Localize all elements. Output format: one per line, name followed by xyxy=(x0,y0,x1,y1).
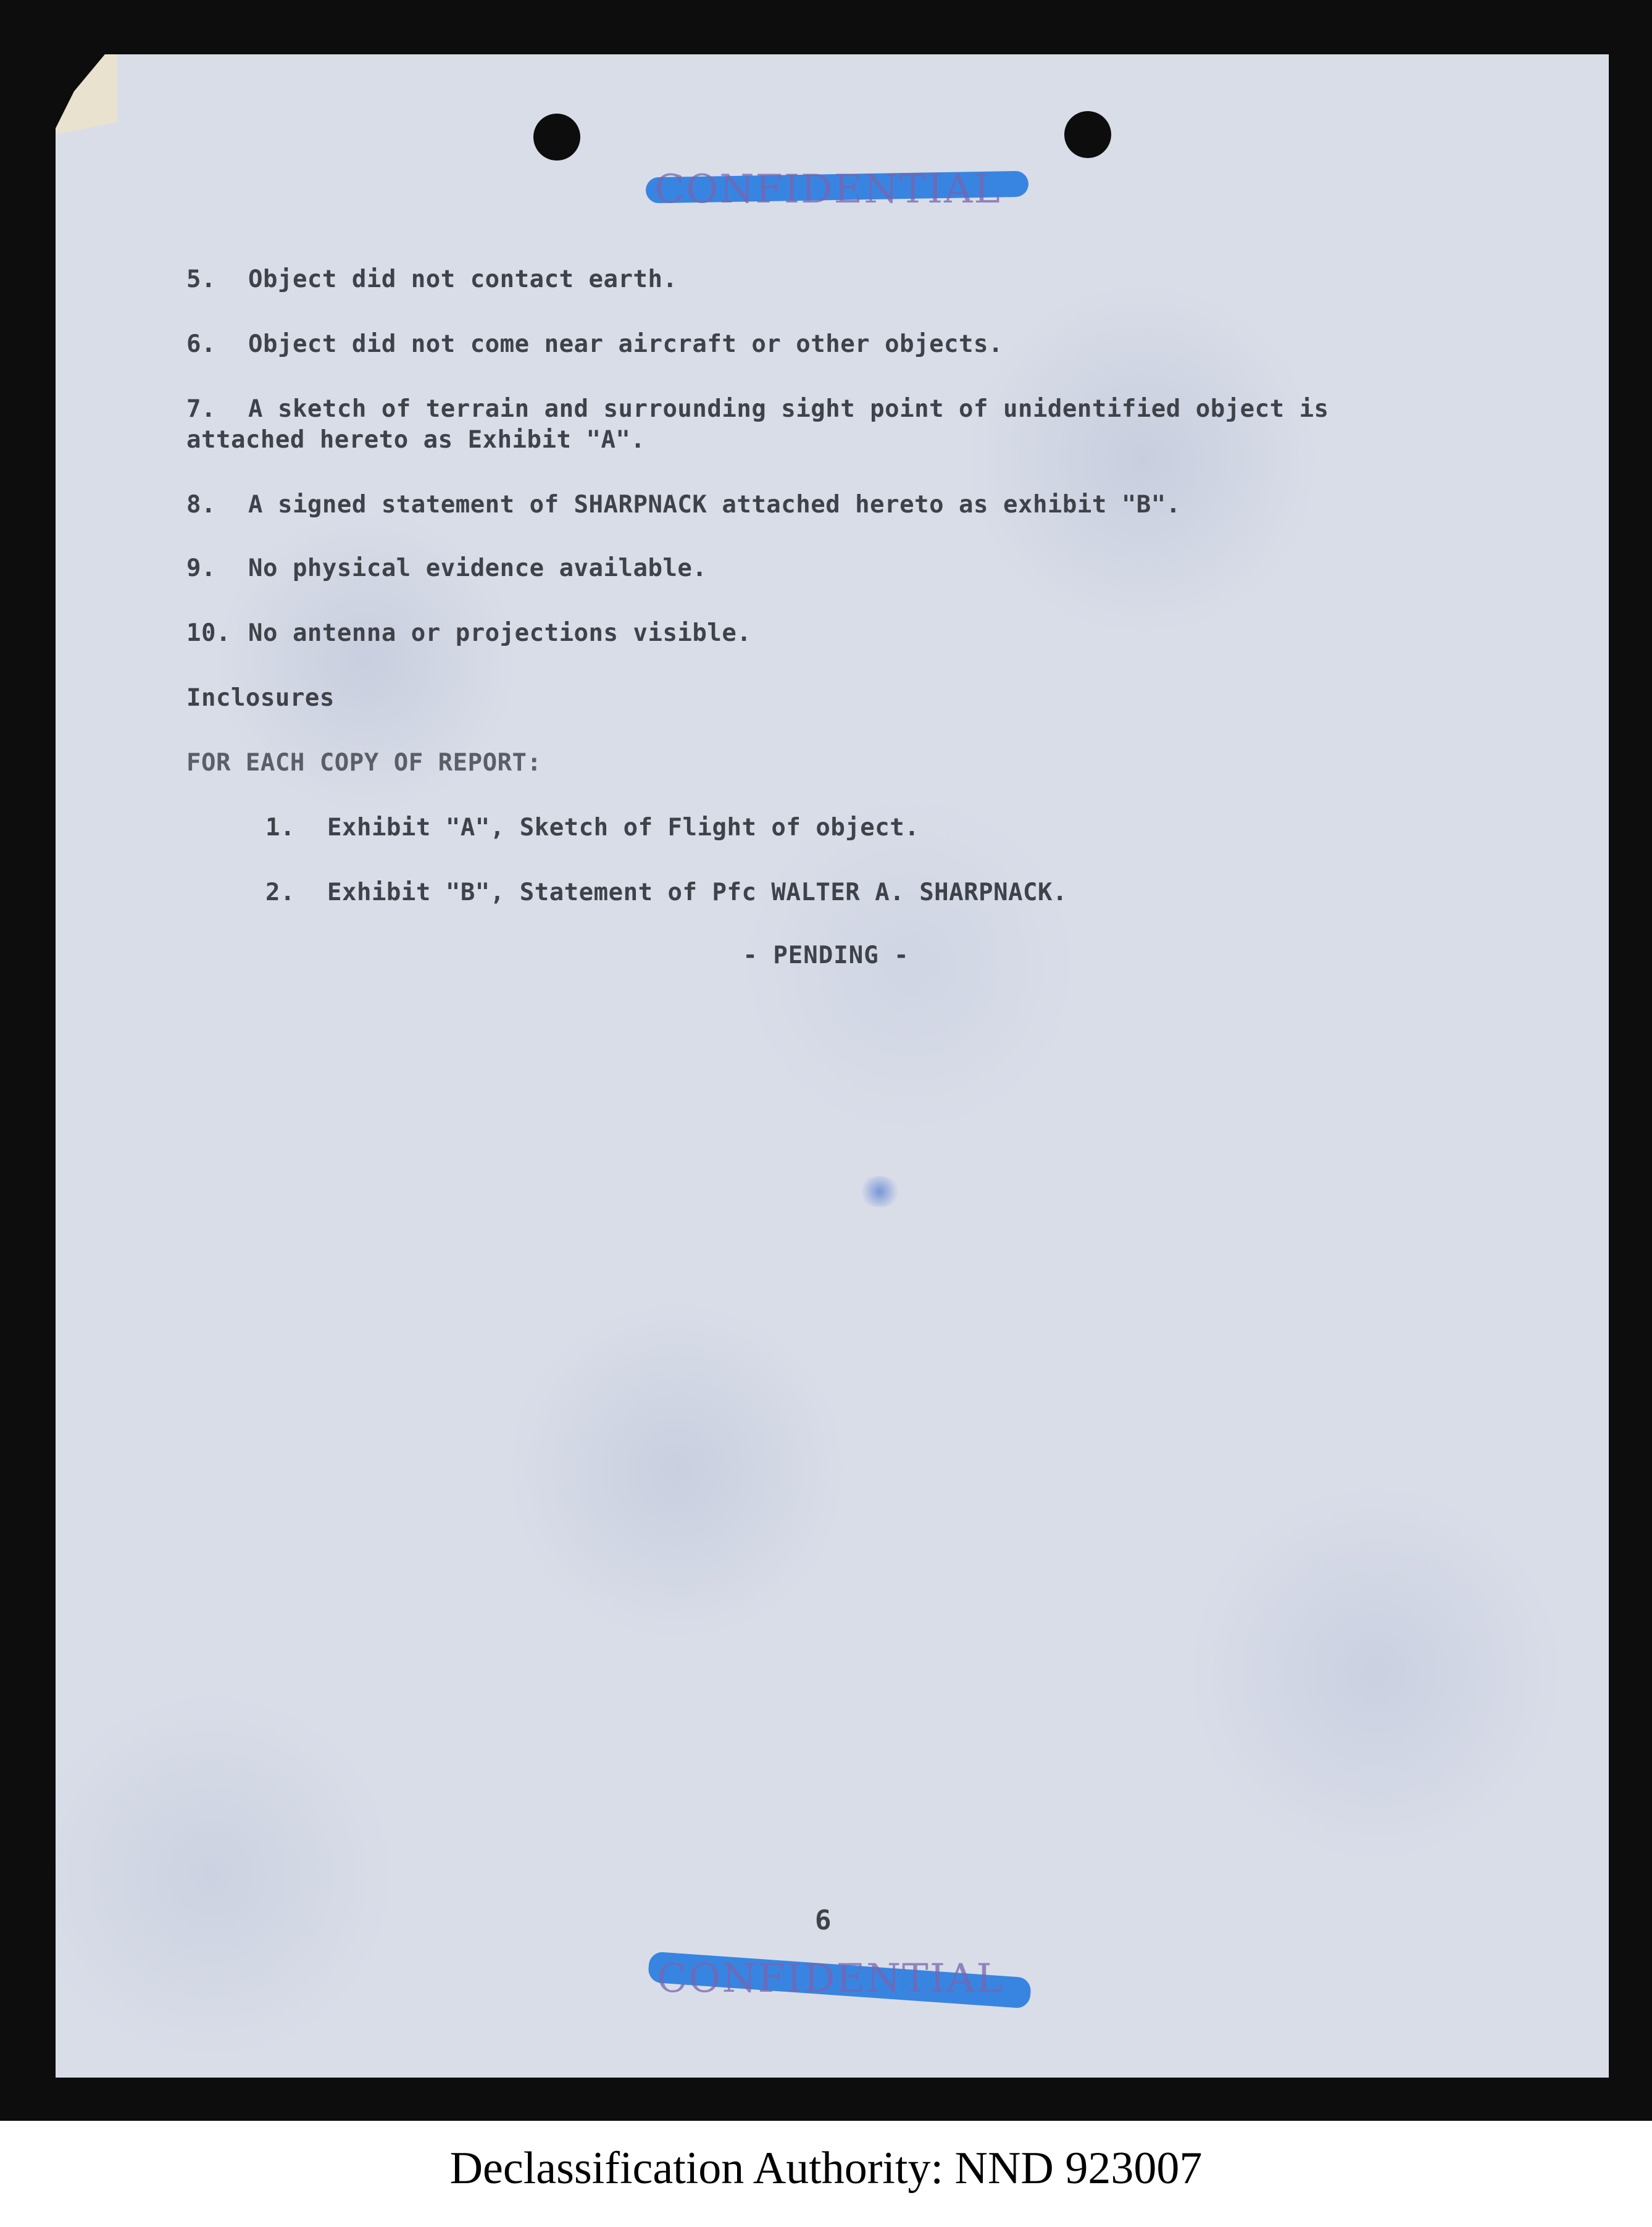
item-text: Object did not contact earth. xyxy=(248,265,678,293)
item-text: A sketch of terrain and surrounding sight point of unidentified object is xyxy=(248,395,1329,423)
copy-heading: FOR EACH COPY OF REPORT: xyxy=(186,749,542,777)
item-number: 9. xyxy=(186,554,216,582)
item-10 xyxy=(186,619,751,647)
item-number: 10. xyxy=(186,619,231,647)
inclosure-1 xyxy=(265,814,919,842)
item-number: 8. xyxy=(186,491,216,519)
item-text-continued: attached hereto as Exhibit "A". xyxy=(186,426,646,454)
item-number: 6. xyxy=(186,330,216,358)
item-text: Object did not come near aircraft or other objects. xyxy=(248,330,1003,358)
stamp-text-bottom: CONFIDENTIAL xyxy=(657,1956,1004,2002)
item-7-continued xyxy=(186,426,645,454)
item-8 xyxy=(186,491,1181,519)
item-text: No antenna or projections visible. xyxy=(248,619,752,647)
inclosure-text: Exhibit "A", Sketch of Flight of object. xyxy=(327,814,920,842)
inclosure-2 xyxy=(265,879,1067,906)
punch-hole-left xyxy=(533,114,580,161)
inclosure-number: 1. xyxy=(265,814,295,842)
item-text: No physical evidence available. xyxy=(248,554,707,582)
confidential-stamp-top xyxy=(646,162,1028,217)
confidential-stamp-bottom xyxy=(648,1951,1031,2007)
item-text: A signed statement of SHARPNACK attached hereto as exhibit "B". xyxy=(248,491,1181,519)
item-9 xyxy=(186,554,707,582)
punch-hole-right xyxy=(1064,111,1111,158)
declassification-caption: Declassification Authority: NND 923007 xyxy=(449,2143,1203,2194)
page-number: 6 xyxy=(815,1905,832,1936)
item-7 xyxy=(186,395,1329,423)
stamp-text-top: CONFIDENTIAL xyxy=(654,167,1001,212)
inclosures-heading: Inclosures xyxy=(186,684,335,712)
inclosure-number: 2. xyxy=(265,879,295,906)
inclosure-text: Exhibit "B", Statement of Pfc WALTER A. SHARPNACK. xyxy=(327,879,1067,906)
item-6 xyxy=(186,330,1003,358)
pending-status: - PENDING - xyxy=(743,942,909,969)
item-number: 7. xyxy=(186,395,216,423)
item-number: 5. xyxy=(186,265,216,293)
item-5 xyxy=(186,265,677,293)
ink-blot xyxy=(858,1176,901,1207)
